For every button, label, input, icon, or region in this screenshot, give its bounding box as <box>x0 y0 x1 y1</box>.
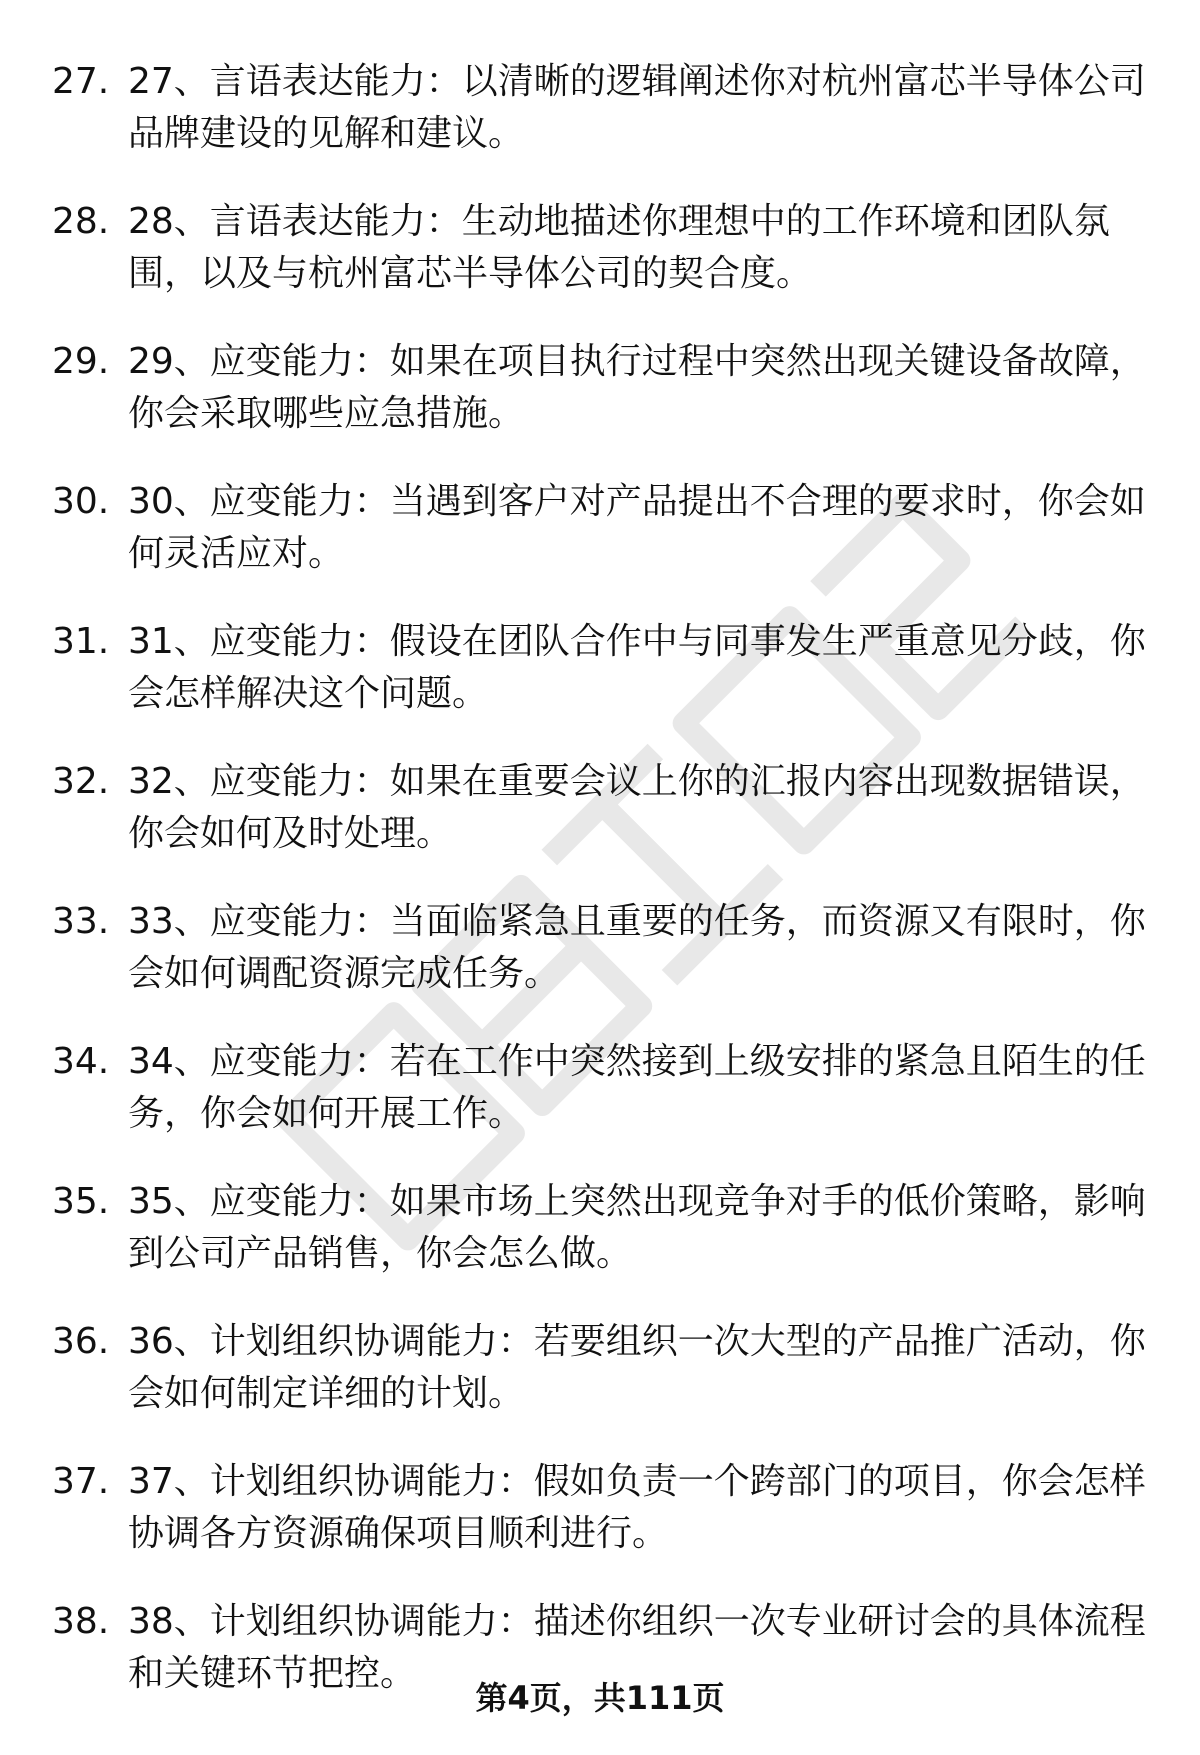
question-number: 29. <box>52 341 110 382</box>
question-text: 37、计划组织协调能力：假如负责一个跨部门的项目，你会怎样协调各方资源确保项目顺利进行。 <box>128 1461 1146 1554</box>
question-text: 30、应变能力：当遇到客户对产品提出不合理的要求时，你会如何灵活应对。 <box>128 481 1146 574</box>
list-item <box>0 56 1200 196</box>
list-item <box>0 1036 1200 1176</box>
question-text: 31、应变能力：假设在团队合作中与同事发生严重意见分歧，你会怎样解决这个问题。 <box>128 621 1146 714</box>
question-list <box>0 56 1200 1736</box>
list-item <box>0 1316 1200 1456</box>
list-item <box>0 896 1200 1036</box>
question-number: 31. <box>52 621 110 662</box>
question-text: 35、应变能力：如果市场上突然出现竞争对手的低价策略，影响到公司产品销售，你会怎么做。 <box>128 1181 1146 1274</box>
question-number: 30. <box>52 481 110 522</box>
list-item <box>0 1456 1200 1596</box>
list-item <box>0 616 1200 756</box>
question-text: 34、应变能力：若在工作中突然接到上级安排的紧急且陌生的任务，你会如何开展工作。 <box>128 1041 1146 1134</box>
question-number: 34. <box>52 1041 110 1082</box>
question-text: 32、应变能力：如果在重要会议上你的汇报内容出现数据错误，你会如何及时处理。 <box>128 761 1146 854</box>
list-item <box>0 336 1200 476</box>
question-text: 28、言语表达能力：生动地描述你理想中的工作环境和团队氛围，以及与杭州富芯半导体公司的契合度。 <box>128 201 1110 294</box>
question-number: 37. <box>52 1461 110 1502</box>
question-number: 28. <box>52 201 110 242</box>
question-number: 32. <box>52 761 110 802</box>
question-text: 27、言语表达能力：以清晰的逻辑阐述你对杭州富芯半导体公司品牌建设的见解和建议。 <box>128 61 1146 154</box>
question-number: 35. <box>52 1181 110 1222</box>
question-number: 36. <box>52 1321 110 1362</box>
question-number: 38. <box>52 1601 110 1642</box>
list-item <box>0 196 1200 336</box>
question-text: 38、计划组织协调能力：描述你组织一次专业研讨会的具体流程和关键环节把控。 <box>128 1601 1146 1694</box>
page-number-footer: 第4页，共111页 <box>475 1679 725 1717</box>
list-item <box>0 1176 1200 1316</box>
list-item <box>0 756 1200 896</box>
question-text: 36、计划组织协调能力：若要组织一次大型的产品推广活动，你会如何制定详细的计划。 <box>128 1321 1146 1414</box>
question-number: 27. <box>52 61 110 102</box>
question-text: 29、应变能力：如果在项目执行过程中突然出现关键设备故障，你会采取哪些应急措施。 <box>128 341 1146 434</box>
question-number: 33. <box>52 901 110 942</box>
list-item <box>0 476 1200 616</box>
question-text: 33、应变能力：当面临紧急且重要的任务，而资源又有限时，你会如何调配资源完成任务。 <box>128 901 1146 994</box>
